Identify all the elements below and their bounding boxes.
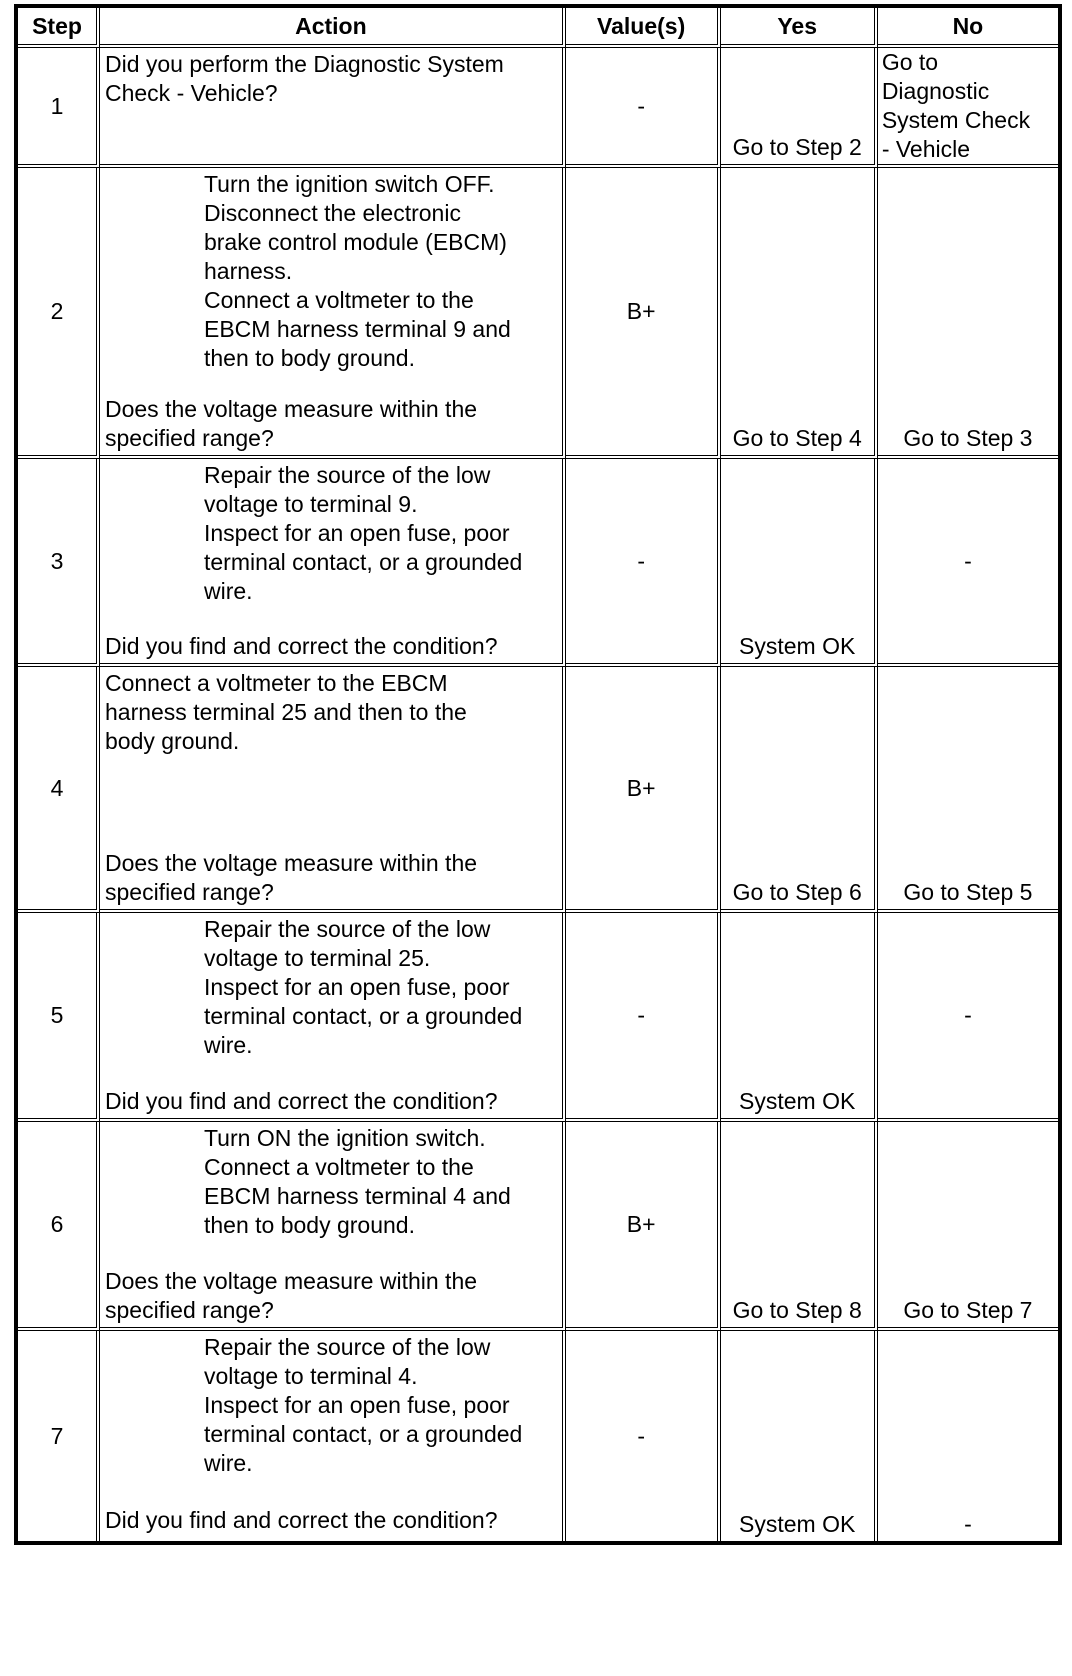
instruction-line: voltage to terminal 4. — [203, 1363, 418, 1389]
action-question — [100, 1506, 562, 1537]
instruction-line: wire. — [203, 1450, 253, 1476]
yes-cell: Go to Step 8 — [721, 1122, 878, 1331]
question-line: Did you find and correct the condition? — [104, 1088, 498, 1114]
question-line: Did you find and correct the condition? — [104, 633, 498, 659]
instruction-line: Turn the ignition switch OFF. — [203, 171, 495, 197]
table-row — [18, 48, 1058, 168]
no-line: System Check — [881, 107, 1031, 133]
action-question — [100, 632, 562, 663]
instruction-line: Connect a voltmeter to the EBCM — [104, 670, 448, 696]
instruction-line: then to body ground. — [203, 345, 415, 371]
value-cell: - — [566, 48, 721, 168]
instruction-line: terminal contact, or a grounded — [203, 549, 523, 575]
step-number: 2 — [18, 168, 100, 459]
header-yes: Yes — [721, 8, 878, 48]
action-instructions — [100, 48, 562, 108]
action-cell — [100, 459, 566, 667]
table-row — [18, 913, 1058, 1122]
action-instructions — [100, 1331, 562, 1478]
action-instructions — [100, 667, 562, 756]
instruction-line: Repair the source of the low — [203, 462, 491, 488]
header-values: Value(s) — [566, 8, 721, 48]
value-cell: B+ — [566, 168, 721, 459]
instruction-line: harness terminal 25 and then to the — [104, 699, 467, 725]
yes-cell: System OK — [721, 1331, 878, 1541]
action-question — [100, 1087, 562, 1118]
yes-cell: Go to Step 2 — [721, 48, 878, 168]
action-question — [100, 1267, 562, 1327]
instruction-line: Turn ON the ignition switch. — [203, 1125, 486, 1151]
step-number: 5 — [18, 913, 100, 1122]
action-cell — [100, 48, 566, 168]
instruction-line: Inspect for an open fuse, poor — [203, 520, 510, 546]
instruction-line: brake control module (EBCM) — [203, 229, 507, 255]
yes-cell: System OK — [721, 913, 878, 1122]
no-cell — [878, 48, 1058, 168]
value-cell: - — [566, 459, 721, 667]
instruction-line: Disconnect the electronic — [203, 200, 461, 226]
no-line: - Vehicle — [881, 136, 971, 162]
action-instructions — [100, 459, 562, 606]
step-number: 4 — [18, 667, 100, 913]
no-line: Diagnostic — [881, 78, 990, 104]
question-line: specified range? — [104, 1297, 274, 1323]
table-row — [18, 168, 1058, 459]
action-question — [100, 849, 562, 909]
instruction-line: harness. — [203, 258, 293, 284]
step-number: 1 — [18, 48, 100, 168]
action-instructions — [100, 168, 562, 373]
instruction-line: Inspect for an open fuse, poor — [203, 1392, 510, 1418]
instruction-line: wire. — [203, 578, 253, 604]
instruction-line: body ground. — [104, 728, 240, 754]
instruction-line: Repair the source of the low — [203, 1334, 491, 1360]
header-step: Step — [18, 8, 100, 48]
table-row — [18, 667, 1058, 913]
question-line: specified range? — [104, 425, 274, 451]
instruction-line: Inspect for an open fuse, poor — [203, 974, 510, 1000]
action-instructions — [100, 913, 562, 1060]
step-number: 6 — [18, 1122, 100, 1331]
no-cell — [878, 1122, 1058, 1331]
yes-cell: Go to Step 4 — [721, 168, 878, 459]
instruction-line: Check - Vehicle? — [104, 80, 278, 106]
no-cell — [878, 913, 1058, 1122]
header-row — [18, 8, 1058, 48]
question-line: Does the voltage measure within the — [104, 396, 478, 422]
action-cell — [100, 1122, 566, 1331]
instruction-line: Connect a voltmeter to the — [203, 287, 474, 313]
header-no: No — [878, 8, 1058, 48]
yes-cell: System OK — [721, 459, 878, 667]
diagnostic-table — [14, 4, 1062, 1545]
no-cell — [878, 667, 1058, 913]
instruction-line: terminal contact, or a grounded — [203, 1003, 523, 1029]
no-line: - — [964, 1511, 972, 1537]
no-line: Go to Step 7 — [903, 1297, 1033, 1323]
action-cell — [100, 667, 566, 913]
table-row — [18, 1331, 1058, 1541]
question-line: Did you find and correct the condition? — [104, 1507, 498, 1533]
no-line: Go to Step 3 — [903, 425, 1033, 451]
question-line: specified range? — [104, 879, 274, 905]
no-line: - — [964, 1002, 972, 1028]
instruction-line: Did you perform the Diagnostic System — [104, 51, 504, 77]
instruction-line: Repair the source of the low — [203, 916, 491, 942]
instruction-line: Connect a voltmeter to the — [203, 1154, 474, 1180]
yes-cell: Go to Step 6 — [721, 667, 878, 913]
table-row — [18, 459, 1058, 667]
instruction-line: voltage to terminal 9. — [203, 491, 418, 517]
value-cell: B+ — [566, 667, 721, 913]
step-number: 7 — [18, 1331, 100, 1541]
no-line: Go to Step 5 — [903, 879, 1033, 905]
action-instructions — [100, 1122, 562, 1240]
header-action: Action — [100, 8, 566, 48]
instruction-line: voltage to terminal 25. — [203, 945, 431, 971]
no-line: Go to — [881, 49, 939, 75]
action-cell — [100, 168, 566, 459]
action-question — [100, 162, 562, 164]
question-line: Does the voltage measure within the — [104, 1268, 478, 1294]
no-cell — [878, 168, 1058, 459]
no-cell — [878, 459, 1058, 667]
action-cell — [100, 913, 566, 1122]
no-cell — [878, 1331, 1058, 1541]
action-question — [100, 395, 562, 455]
action-cell — [100, 1331, 566, 1541]
value-cell: - — [566, 1331, 721, 1541]
instruction-line: wire. — [203, 1032, 253, 1058]
instruction-line: EBCM harness terminal 9 and — [203, 316, 511, 342]
instruction-line: then to body ground. — [203, 1212, 415, 1238]
instruction-line: EBCM harness terminal 4 and — [203, 1183, 511, 1209]
question-line: Does the voltage measure within the — [104, 850, 478, 876]
value-cell: B+ — [566, 1122, 721, 1331]
value-cell: - — [566, 913, 721, 1122]
instruction-line: terminal contact, or a grounded — [203, 1421, 523, 1447]
step-number: 3 — [18, 459, 100, 667]
table-row — [18, 1122, 1058, 1331]
no-line: - — [964, 547, 972, 574]
